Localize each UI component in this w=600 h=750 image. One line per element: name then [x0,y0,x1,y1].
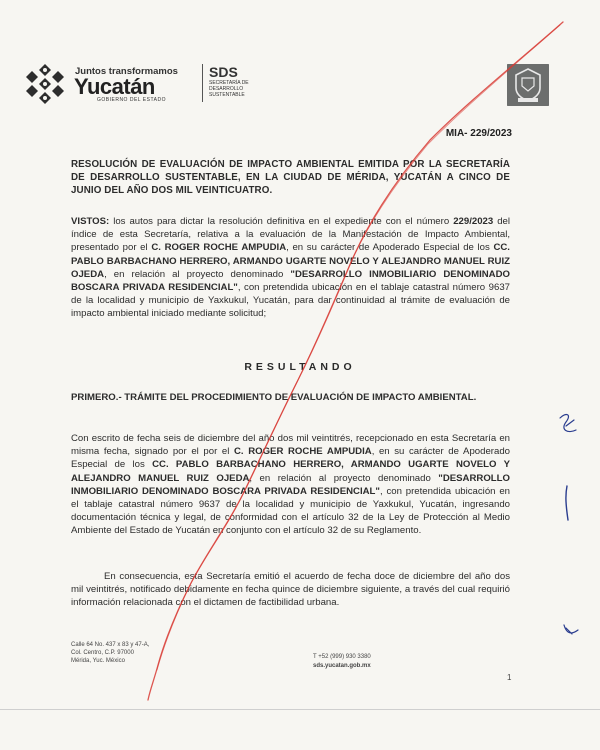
promovente-name: C. ROGER ROCHE AMPUDIA [151,242,287,254]
logo-tagline: Juntos transformamos [75,66,178,77]
section-heading-resultando: RESULTANDO [244,361,356,373]
paragraph-escrito [71,432,510,538]
vistos-text-2: del índice de esta Secretaría, relativa a la evaluación de la Manifestación de Impacto Ambiental, presentado por el [71,216,511,254]
p3-project-name: "DESARROLLO INMOBILIARIO DENOMINADO BOSCARA PRIVADA RESIDENCIAL" [71,472,510,497]
address-line-2: Col. Centro, C.P. 97000 [71,650,134,656]
expediente-number: 229/2023 [453,216,494,227]
yucatan-logo [24,62,249,106]
agency-logo [209,64,279,98]
p3-representados: CC. PABLO BARBACHANO HERRERO, ARMANDO UGARTE NOVELO Y ALEJANDRO MANUEL RUIZ OJEDA [71,459,510,484]
p3-text-3: , en relación al proyecto denominado [249,472,439,484]
address-line-3: Mérida, Yuc. México [71,658,125,664]
project-name: "DESARROLLO INMOBILIARIO DENOMINADO BOSCARA PRIVADA RESIDENCIAL" [71,268,510,294]
footer-website: sds.yucatan.gob.mx [313,663,371,669]
logo-divider [202,64,203,102]
p3-promovente: C. ROGER ROCHE AMPUDIA [233,446,372,458]
primero-heading: PRIMERO.- TRÁMITE DEL PROCEDIMIENTO DE EVALUACIÓN DE IMPACTO AMBIENTAL. [71,392,477,403]
agency-abbr: SDS [209,64,238,80]
vistos-paragraph [71,215,510,321]
p3-text-4: , con pretendida ubicación en el tablaje catastral número 9637 de la localidad y municipio de Yaxkukul, Yucatán, ingresando documentación técnica y legal, de conformidad con el artículo 32 de la Ley de Protección al Medio Ambiente del Estado de Yucatán en conjunto con el artículo 32 de su Reglamento. [71,485,510,537]
agency-name: SECRETARÍA DE DESARROLLO SUSTENTABLE [209,80,249,98]
initial-mark-1 [560,415,576,432]
document-title: RESOLUCIÓN DE EVALUACIÓN DE IMPACTO AMBIENTAL EMITIDA POR LA SECRETARÍA DE DESARROLLO SUSTENTABLE, EN LA CIUDAD DE MÉRIDA, YUCATÁN A CINCO DE JUNIO DEL AÑO DOS MIL VEINTICUATRO. [71,159,510,197]
footer-address [71,641,149,665]
representados-names: CC. PABLO BARBACHANO HERRERO, ARMANDO UGARTE NOVELO Y ALEJANDRO MANUEL RUIZ OJEDA [71,242,510,280]
yucatan-emblem-icon [24,62,66,104]
initial-mark-3 [564,625,578,634]
page-bottom-edge [0,709,600,710]
footer-contact [313,653,371,671]
page-number: 1 [507,673,512,682]
vistos-text-4: , en relación al proyecto denominado [104,268,291,280]
official-seal-icon [507,64,549,106]
vistos-label: VISTOS: [71,216,110,227]
vistos-text-5: , con pretendida ubicación en el tablaje catastral número 9637 de la localidad y municipio de Yaxkukul, Yucatán, para dar continuidad al trámite de evaluación de impacto ambiental iniciado mediante solicitud; [71,282,510,320]
p3-text-1: Con escrito de fecha seis de diciembre del año dos mil veintitrés, recepcionado en esta Secretaría en misma fecha, signado por el por el [71,433,510,458]
footer-phone: T +52 (999) 930 3380 [313,654,371,660]
address-line-1: Calle 64 No. 437 x 83 y 47-A, [71,642,150,648]
vistos-text-3: , en su carácter de Apoderado Especial de los [286,242,494,254]
logo-name: Yucatán [74,74,155,99]
paragraph-consecuencia: En consecuencia, esta Secretaría emitió el acuerdo de fecha doce de diciembre del año dos mil veintitrés, notificado debidamente en fecha quince de diciembre siguiente, a través del cual requirió información relacionada con el dictamen de factibilidad urbana. [71,571,510,609]
logo-government: GOBIERNO DEL ESTADO [97,97,166,103]
file-reference: MIA- 229/2023 [445,128,512,139]
p3-text-2: , en su carácter de Apoderado Especial de los [71,446,510,471]
initial-mark-2 [566,486,568,520]
vistos-text-1: los autos para dictar la resolución definitiva en el expediente con el número [109,216,454,227]
